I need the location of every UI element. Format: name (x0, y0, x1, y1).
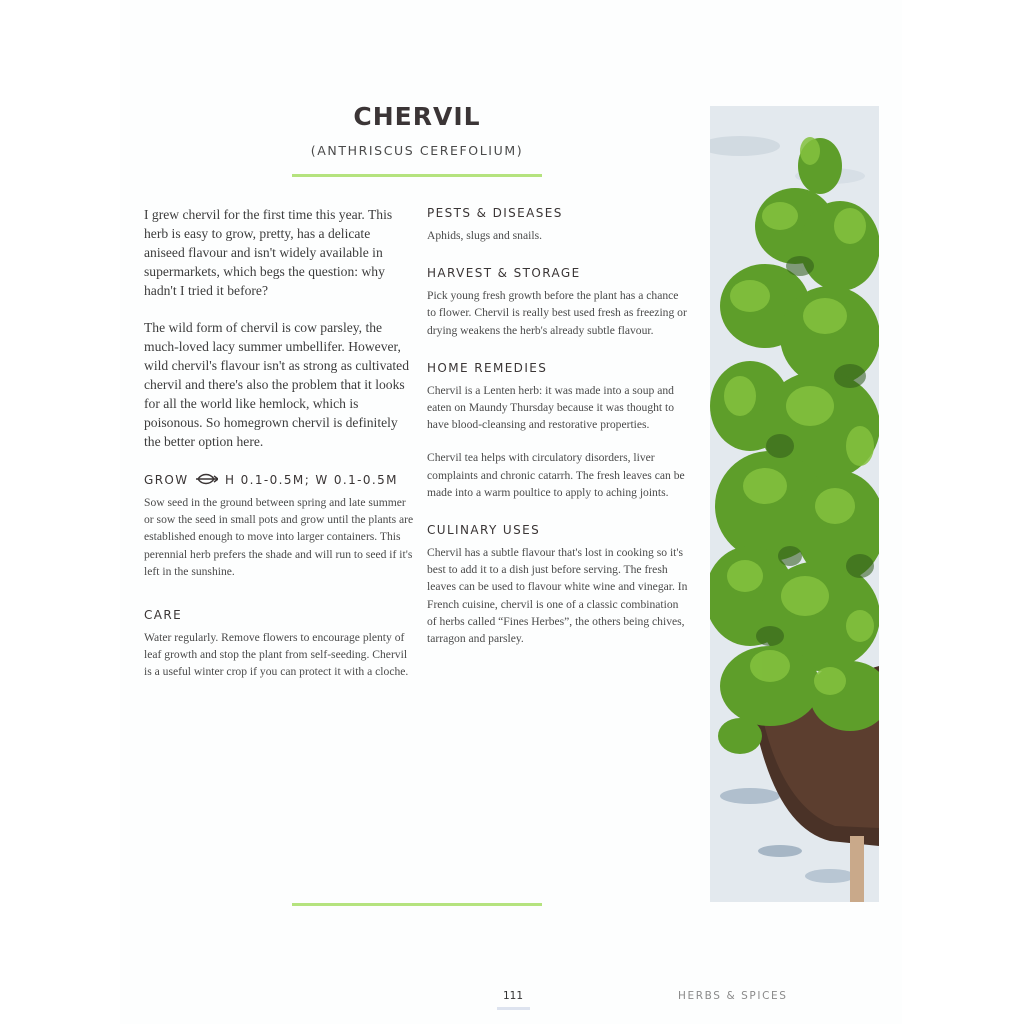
grow-heading-label: GROW (144, 473, 189, 487)
harvest-heading: HARVEST & STORAGE (427, 266, 581, 281)
intro-paragraph: The wild form of chervil is cow parsley, the much-loved lacy summer umbellifer. However, wild chervil's flavour isn't as strong as cultivated chervil and there's also the problem that it looks for all the world like hemlock, which is poisonous. So homegrown chervil is definitely the better option here. (144, 320, 410, 449)
pests-heading: PESTS & DISEASES (427, 206, 563, 220)
remedies-heading: HOME REMEDIES (427, 360, 548, 375)
culinary-heading: CULINARY USES (427, 523, 541, 538)
page-subtitle: (ANTHRISCUS CEREFOLIUM) (310, 143, 524, 158)
leaf-arrow-icon (196, 473, 218, 485)
pests-body: Aphids, slugs and snails. (427, 229, 542, 242)
remedies-section (427, 361, 689, 501)
chervil-plant-illustration (710, 106, 879, 902)
care-body: Water regularly. Remove flowers to encourage plenty of leaf growth and stop the plant from self-seeding. Chervil is a useful winter crop if you can protect it with a cloche. (144, 631, 409, 679)
care-heading: CARE (144, 608, 183, 623)
remedies-body: Chervil is a Lenten herb: it was made into a soup and eaten on Maundy Thursday because it was thought to have blood-cleansing and restorative properties. (427, 383, 675, 432)
grow-section (144, 473, 414, 580)
intro-text (144, 205, 414, 451)
grow-dimensions: H 0.1-0.5M; W 0.1-0.5M (225, 473, 398, 487)
left-column (144, 205, 414, 699)
intro-paragraph: I grew chervil for the first time this year. This herb is easy to grow, pretty, has a delicate aniseed flavour and isn't widely available in supermarkets, which begs the question: why hadn't I tried it before? (144, 207, 393, 298)
harvest-body: Pick young fresh growth before the plant has a chance to flower. Chervil is really best used fresh as freezing or drying weakens the herb's already subtle flavour. (427, 289, 687, 337)
culinary-section (427, 523, 689, 647)
chervil-photo (710, 106, 879, 902)
grow-heading (144, 473, 414, 487)
bottom-accent-rule (292, 903, 542, 906)
care-section (144, 608, 414, 681)
grow-body: Sow seed in the ground between spring and late summer or sow the seed in small pots and grow until the plants are established enough to move into larger containers. This perennial herb prefers the shade and will run to seed if it's left in the sunshine. (144, 496, 414, 578)
pests-section (427, 206, 689, 244)
remedies-body: Chervil tea helps with circulatory disorders, liver complaints and chronic catarrh. The fresh leaves can be made into a warm poultice to apply to aching joints. (427, 451, 685, 499)
harvest-section (427, 266, 689, 339)
top-accent-rule (292, 174, 542, 177)
section-label: HERBS & SPICES (678, 990, 788, 1002)
page-number-underline (497, 1007, 530, 1010)
page-number: 111 (502, 990, 524, 1002)
page-title: CHERVIL (353, 102, 481, 131)
culinary-body: Chervil has a subtle flavour that's lost in cooking so it's best to add it to a dish just before serving. The fresh leaves can be used to flavour white wine and vinegar. In French cuisine, chervil is one of a classic combination of herbs called “Fines Herbes”, the others being chives, tarragon and parsley. (427, 546, 688, 646)
middle-column (427, 206, 689, 665)
